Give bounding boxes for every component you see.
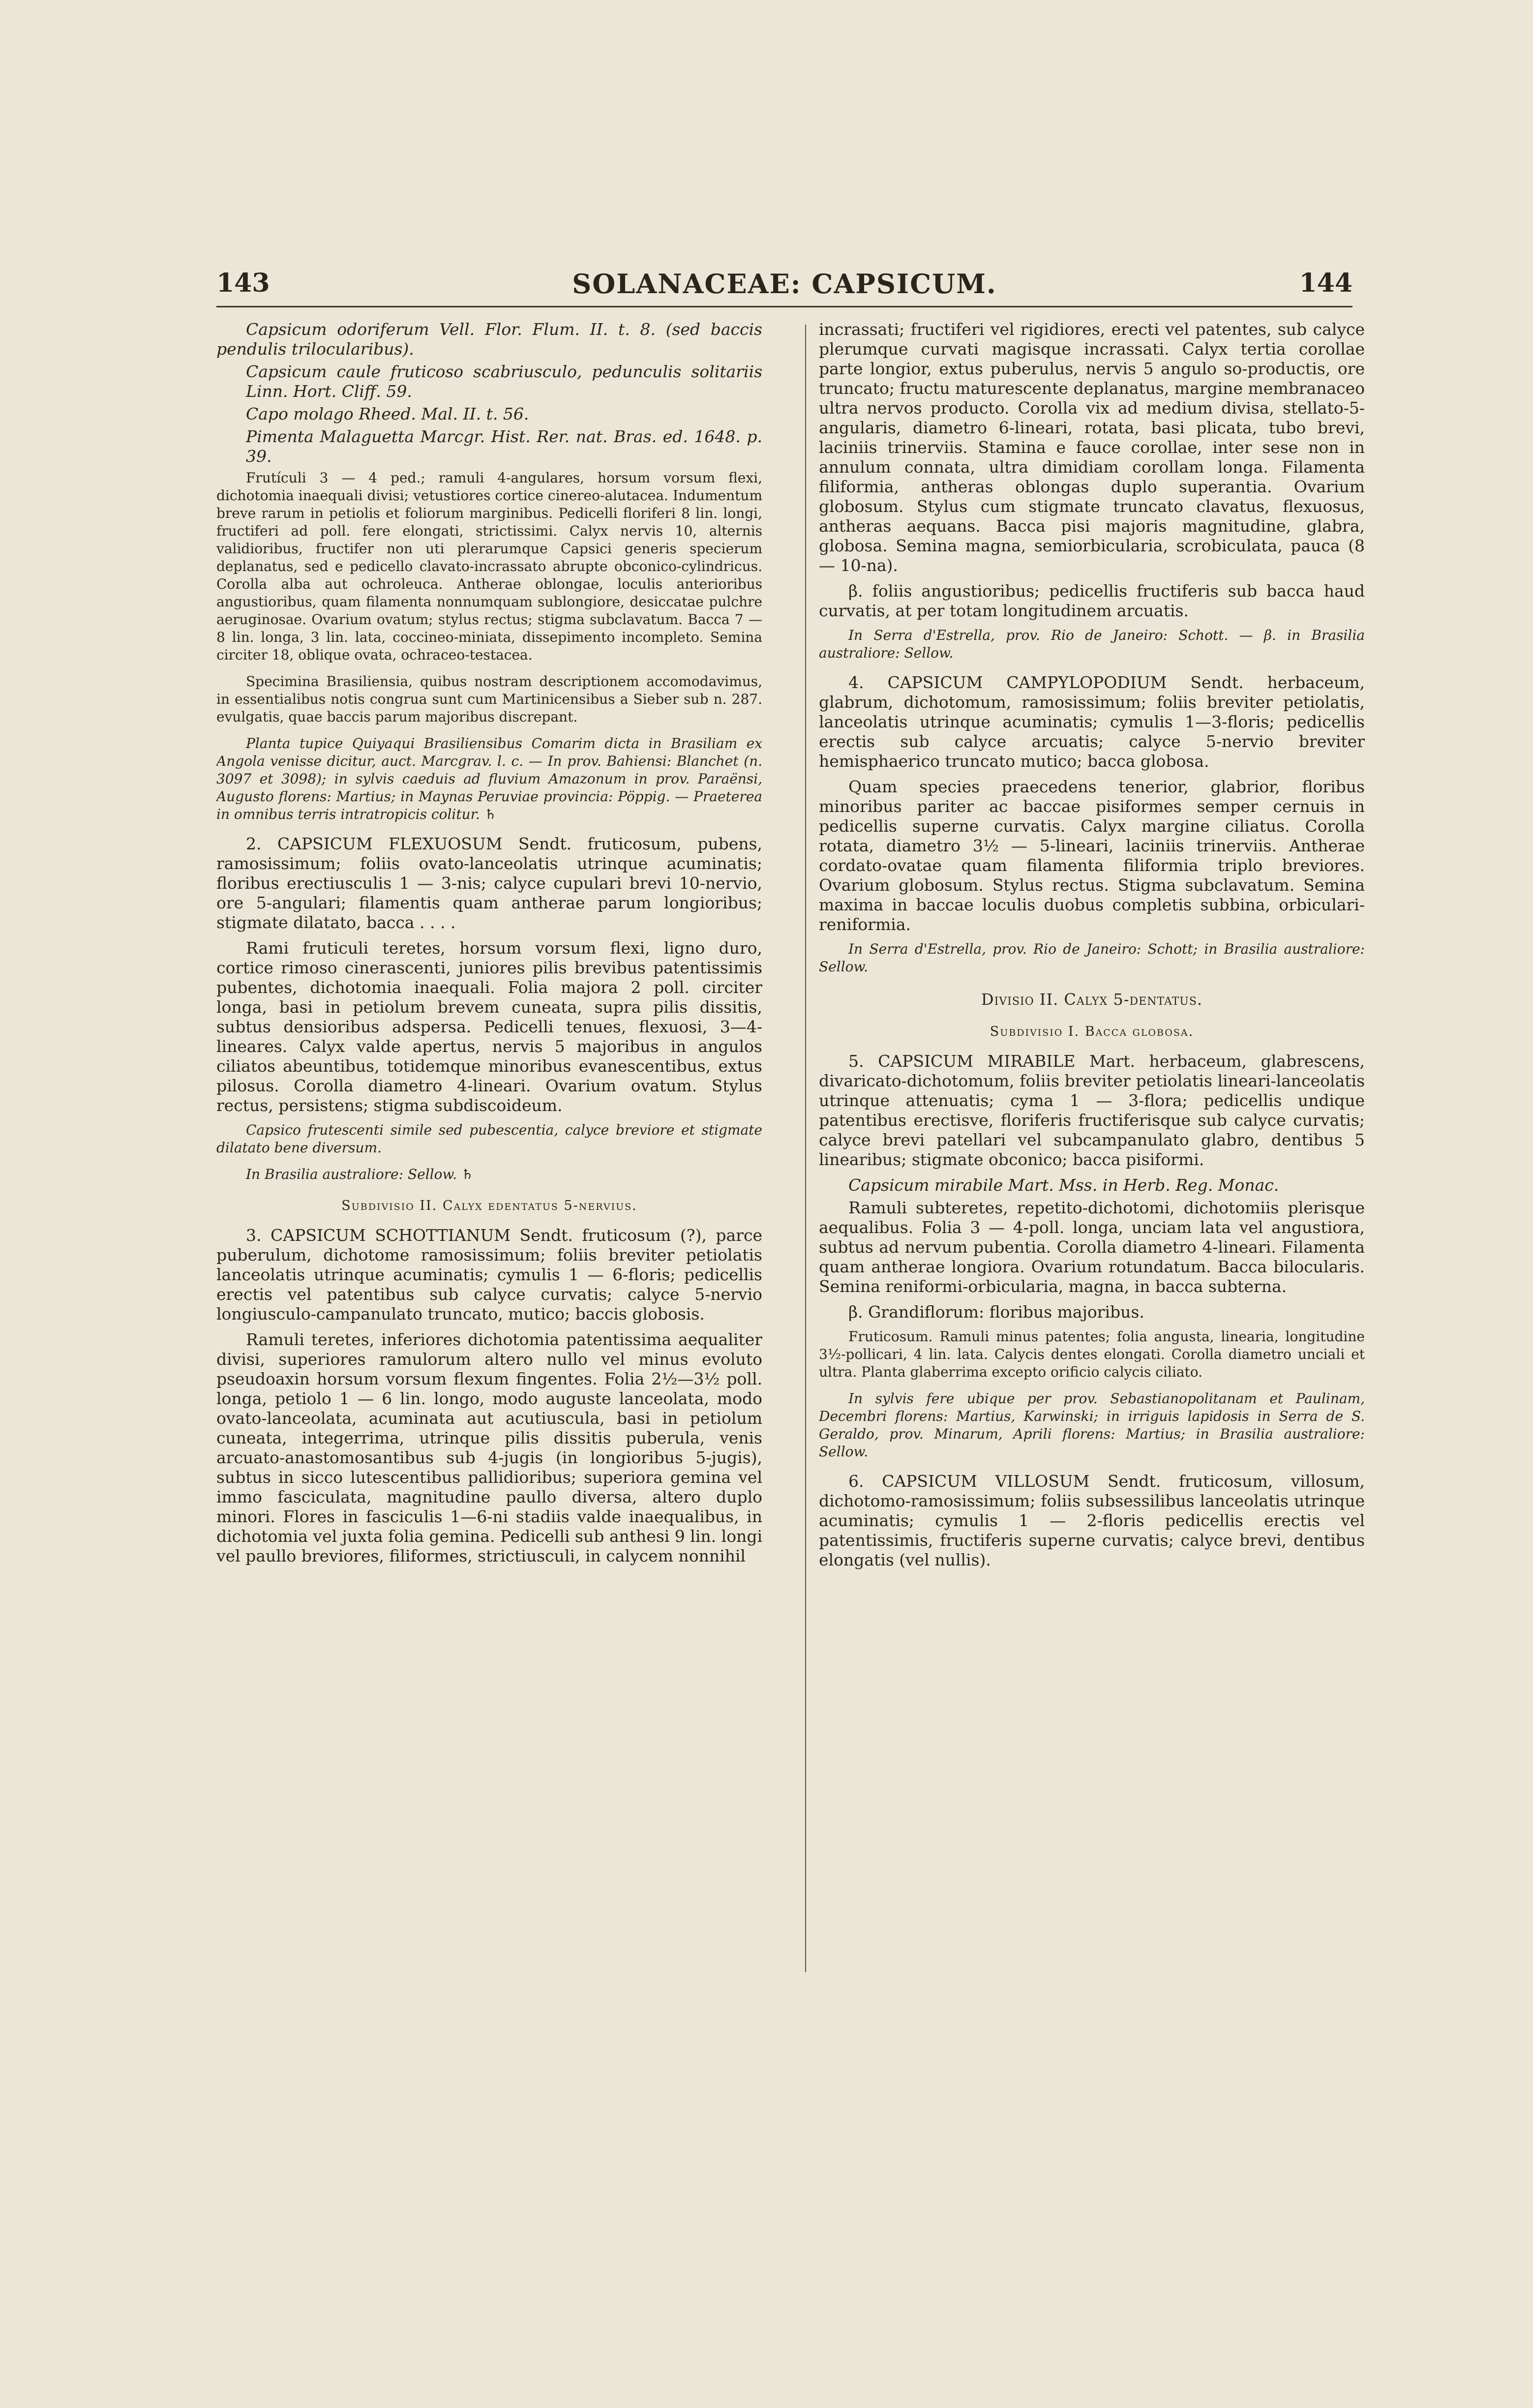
left-column [216, 320, 762, 2385]
subdivision-heading: Subdivisio I. Bacca globosa. [990, 1024, 1194, 1039]
locality: In sylvis fere ubique per prov. Sebastianopolitanam et Paulinam, Decembri florens: Martius, Karwinski; in irriguis lapidosis in Serra de S. Geraldo, prov. Minarum, Aprili florens: Martius; in Brasilia australiore: Sellow. [819, 1390, 1365, 1460]
page-number-left: 143 [216, 268, 270, 298]
note: Capsico frutescenti simile sed pubescentia, calyce breviore et stigmate dilatato bene diversum. [216, 1122, 762, 1156]
variety: β. foliis angustioribus; pedicellis fructiferis sub bacca haud curvatis, at per totam longitudinem arcuatis. [819, 581, 1365, 620]
description: Frutículi 3 — 4 ped.; ramuli 4-angulares, horsum vorsum flexi, dichotomia inaequali divisi; vetustiores cortice cinereo-alutacea. Indumentum breve rarum in petiolis et foliorum marginibus. Pedicelli floriferi 8 lin. longi, fructiferi ad poll. fere elongati, strictissimi. Calyx nervis 10, alternis validioribus, fructifer non uti plerarumque Capsici generis specierum deplanatus, sed e pedicello clavato-incrassato abrupte obconico-cylindricus. Corolla alba aut ochroleuca. Antherae oblongae, loculis anterioribus angustioribus, quam filamenta nonnumquam sublongiore, desiccatae pulchre aeruginosae. Ovarium ovatum; stylus rectus; stigma subclavatum. Bacca 7 — 8 lin. longa, 3 lin. lata, coccineo-miniata, dissepimento incompleto. Semina circiter 18, oblique ovata, ochraceo-testacea. [216, 470, 762, 663]
right-column [819, 320, 1365, 2385]
running-header [216, 268, 1353, 302]
division-heading: Divisio II. Calyx 5-dentatus. [981, 990, 1203, 1009]
species-heading: 6. CAPSICUM VILLOSUM Sendt. fruticosum, villosum, dichotomo-ramosissimum; foliis subsessilibus lanceolatis utrinque acuminatis; cymulis 1 — 2-floris pedicellis erectis vel patentissimis, fructiferis superne curvatis; calyce brevi, dentibus elongatis (vel nullis). [819, 1472, 1365, 1569]
species-heading: 4. CAPSICUM CAMPYLOPODIUM Sendt. herbaceum, glabrum, dichotomum, ramosissimum; foliis breviter petiolatis, lanceolatis utrinque acuminatis; cymulis 1—3-floris; pedicellis erectis sub calyce arcuatis; calyce 5-nervio breviter hemisphaerico truncato mutico; bacca globosa. [819, 673, 1365, 771]
species-body: Ramuli teretes, inferiores dichotomia patentissima aequaliter divisi, superiores ramulorum altero nullo vel minus evoluto pseudoaxin horsum vorsum flexum fingentes. Folia 2½—3½ poll. longa, petiolo 1 — 6 lin. longo, modo auguste lanceolata, modo ovato-lanceolata, acuminata aut acutiuscula, basi in petiolum cuneata, integerrima, utrinque pilis dissitis puberula, venis arcuato-anastomosantibus sub 4-jugis (in longioribus 5-jugis), subtus in sicco lutescentibus pallidioribus; superiora gemina vel immo fasciculata, magnitudine paullo diversa, altero duplo minori. Flores in fasciculis 1—6-ni stadiis valde inaequalibus, in dichotomia vel juxta folia gemina. Pedicelli sub anthesi 9 lin. longi vel paullo breviores, filiformes, strictiusculi, in calycem nonnihil [216, 1330, 762, 1565]
synonym: Capo molago Rheed. Mal. II. t. 56. [246, 404, 529, 423]
synonym: Pimenta Malaguetta Marcgr. Hist. Rer. nat. Bras. ed. 1648. p. 39. [246, 427, 762, 466]
column-divider [805, 325, 806, 1972]
species-heading: 5. CAPSICUM MIRABILE Mart. herbaceum, glabrescens, divaricato-dichotomum, foliis breviter petiolatis lineari-lanceolatis utrinque attenuatis; cyma 1 — 3-flora; pedicellis undique patentibus erectisve, floriferis fructiferisque sub calyce curvatis; calyce brevi patellari vel subcampanulato glabro, dentibus 5 linearibus; stigmate obconico; bacca pisiformi. [819, 1052, 1365, 1169]
header-rule [216, 306, 1353, 307]
synonym: Capsicum caule fruticoso scabriusculo, pedunculis solitariis Linn. Hort. Cliff. 59. [246, 362, 762, 401]
page-number-right: 144 [1299, 268, 1353, 298]
description: Fruticosum. Ramuli minus patentes; folia angusta, linearia, longitudine 3½-pollicari, 4 lin. lata. Calycis dentes elongati. Corolla diametro unciali et ultra. Planta glaberrima excepto orificio calycis ciliato. [819, 1328, 1365, 1380]
locality: In Brasilia australiore: Sellow. ♄ [246, 1166, 474, 1182]
subdivision-heading: Subdivisio II. Calyx edentatus 5-nervius. [341, 1198, 637, 1213]
species-body: Ramuli subteretes, repetito-dichotomi, dichotomiis plerisque aequalibus. Folia 3 — 4-poll. longa, unciam lata vel angustiora, subtus ad nervum pubentia. Corolla diametro 4-lineari. Filamenta quam antherae longiora. Ovarium rotundatum. Bacca bilocularis. Semina reniformi-orbicularia, magna, in bacca subterna. [819, 1198, 1365, 1296]
locality: In Serra d'Estrella, prov. Rio de Janeiro: Schott; in Brasilia australiore: Sellow. [819, 941, 1365, 975]
locality: Planta tupice Quiyaqui Brasiliensibus Comarim dicta in Brasiliam ex Angola venisse dicitur, auct. Marcgrav. l. c. — In prov. Bahiensi: Blanchet (n. 3097 et 3098); in sylvis caeduis ad fluvium Amazonum in prov. Paraënsi, Augusto florens: Martius; in Maynas Peruviae provincia: Pöppig. — Praeterea in omnibus terris intratropicis colitur. ♄ [216, 735, 762, 822]
species-body: Quam species praecedens tenerior, glabrior, floribus minoribus pariter ac baccae pisiformes semper cernuis in pedicellis superne curvatis. Calyx margine ciliatus. Corolla rotata, diametro 3½ — 5-lineari, laciniis trinerviis. Antherae cordato-ovatae quam filamenta filiformia triplo breviores. Ovarium globosum. Stylus rectus. Stigma subclavatum. Semina maxima in baccae loculis duobus completis subbina, orbiculari-reniformia. [819, 777, 1365, 934]
species-heading: 3. CAPSICUM SCHOTTIANUM Sendt. fruticosum (?), parce puberulum, dichotome ramosissimum; foliis breviter petiolatis lanceolatis utrinque acuminatis; cymulis 1 — 6-floris; pedicellis erectis vel patentibus sub calyce curvatis; calyce 5-nervio longiusculo-campanulato truncato, mutico; baccis globosis. [216, 1226, 762, 1324]
description: Specimina Brasiliensia, quibus nostram descriptionem accomodavimus, in essentialibus notis congrua sunt cum Martinicensibus a Sieber sub n. 287. evulgatis, quae baccis parum majoribus discrepant. [216, 673, 762, 725]
species-heading: 2. CAPSICUM FLEXUOSUM Sendt. fruticosum, pubens, ramosissimum; foliis ovato-lanceolatis utrinque acuminatis; floribus erectiusculis 1 — 3-nis; calyce cupulari brevi 10-nervio, ore 5-angulari; filamentis quam antherae parum longioribus; stigmate dilatato, bacca . . . . [216, 834, 762, 932]
synonym: Capsicum mirabile Mart. Mss. in Herb. Reg. Monac. [848, 1175, 1279, 1195]
running-title: SOLANACEAE: CAPSICUM. [572, 268, 997, 300]
species-body: Rami fruticuli teretes, horsum vorsum flexi, ligno duro, cortice rimoso cinerascenti, juniores pilis brevibus patentissimis pubentes, dichotomia inaequali. Folia majora 2 poll. circiter longa, basi in petiolum brevem cuneata, supra pilis dissitis, subtus densioribus adspersa. Pedicelli tenues, flexuosi, 3—4-lineares. Calyx valde apertus, nervis 5 majoribus in angulos ciliatos abeuntibus, totidemque minoribus evanescentibus, extus pilosus. Corolla diametro 4-lineari. Ovarium ovatum. Stylus rectus, persistens; stigma subdiscoideum. [216, 938, 762, 1115]
species-body: incrassati; fructiferi vel rigidiores, erecti vel patentes, sub calyce plerumque curvati magisque incrassati. Calyx tertia corollae parte longior, extus puberulus, nervis 5 angulo so-productis, ore truncato; fructu maturescente deplanatus, margine membranaceo ultra nervos producto. Corolla vix ad medium divisa, stellato-5-angularis, diametro 6-lineari, rotata, basi plicata, tubo brevi, laciniis trinerviis. Stamina e fauce corollae, inter sese non in annulum connata, ultra dimidiam corollam longa. Filamenta filiformia, antheras oblongas duplo superantia. Ovarium globosum. Stylus cum stigmate truncato clavatus, flexuosus, antheras aequans. Bacca pisi majoris magnitudine, glabra, globosa. Semina magna, semiorbicularia, scrobiculata, pauca (8 — 10-na). [819, 320, 1365, 575]
locality: In Serra d'Estrella, prov. Rio de Janeiro: Schott. — β. in Brasilia australiore: Sellow. [819, 627, 1365, 661]
synonym: Capsicum odoriferum Vell. Flor. Flum. II. t. 8. (sed baccis pendulis trilocularibus). [216, 320, 762, 359]
variety: β. Grandiflorum: floribus majoribus. [848, 1302, 1144, 1322]
